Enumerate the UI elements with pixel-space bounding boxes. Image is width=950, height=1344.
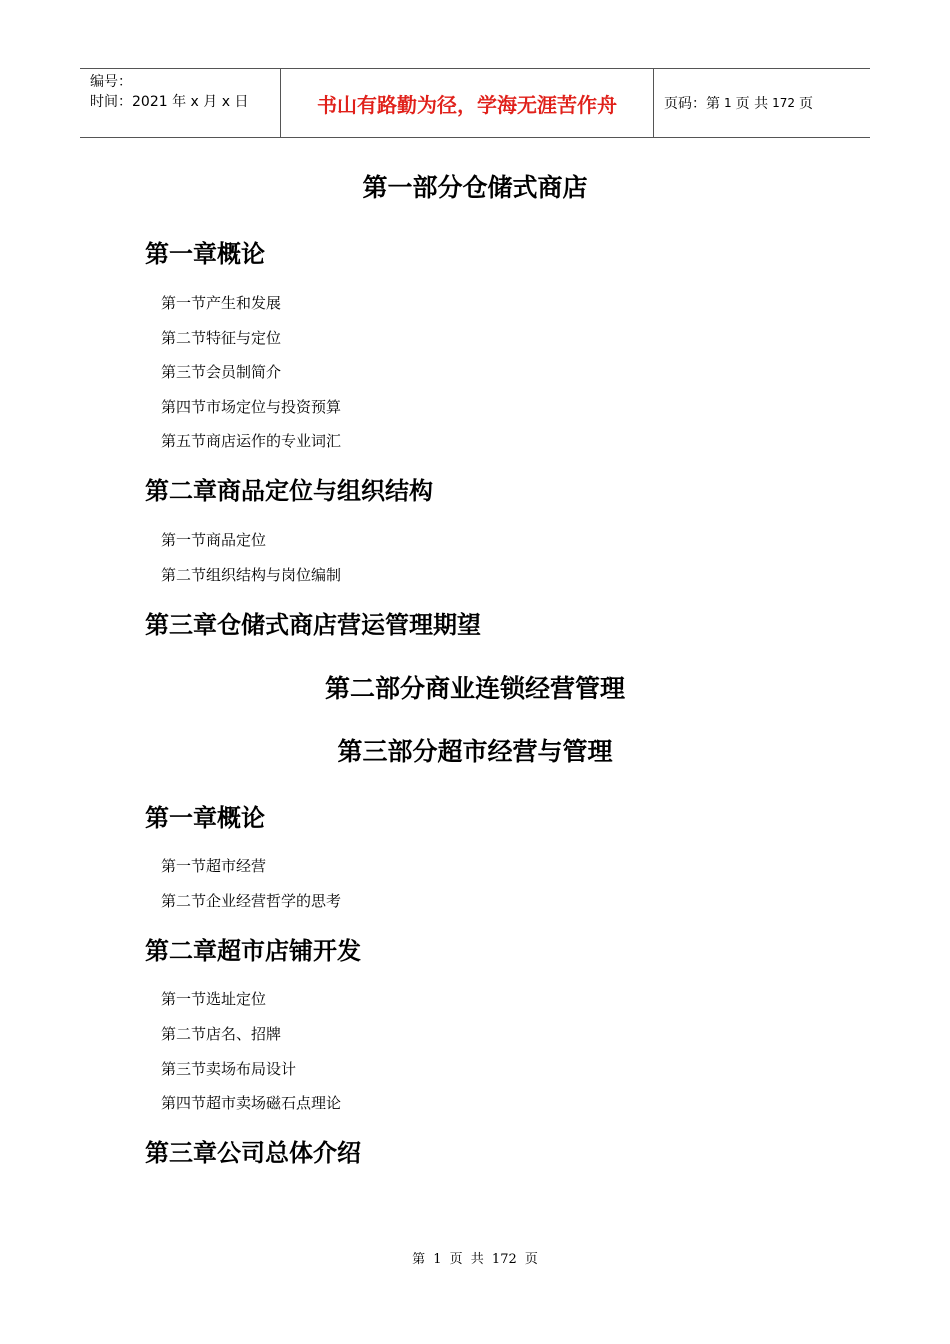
section-item: 第三节会员制简介 [161, 363, 282, 381]
page-prefix: 页码：第 [664, 96, 720, 112]
section-item: 第二节特征与定位 [161, 329, 282, 347]
chapter-title: 第一章概论 [145, 803, 265, 832]
header-motto: 书山有路勤为径，学海无涯苦作舟 [281, 69, 654, 137]
header-page-info [654, 69, 870, 137]
chapter-title: 第一章概论 [145, 239, 265, 268]
page-current: 1 [724, 96, 732, 110]
section-item: 第二节组织结构与岗位编制 [161, 566, 342, 584]
page-header [80, 68, 870, 138]
document-number-label: 编号： [90, 74, 132, 90]
section-item: 第五节商店运作的专业词汇 [161, 432, 342, 450]
part-title-3: 第三部分超市经营与管理 [337, 737, 613, 766]
header-meta [80, 69, 281, 137]
section-item: 第一节超市经营 [161, 857, 267, 875]
chapter-title: 第三章公司总体介绍 [145, 1138, 361, 1167]
page-total: 172 [772, 96, 795, 110]
section-item: 第一节产生和发展 [161, 294, 282, 312]
section-item: 第二节店名、招牌 [161, 1025, 282, 1043]
part-title-1: 第一部分仓储式商店 [362, 173, 588, 202]
section-item: 第四节超市卖场磁石点理论 [161, 1094, 342, 1112]
page-suffix: 页 [799, 96, 813, 112]
chapter-title: 第二章超市店铺开发 [145, 936, 361, 965]
page-mid: 页 共 [735, 96, 769, 112]
part-title-2: 第二部分商业连锁经营管理 [324, 674, 625, 703]
chapter-title: 第三章仓储式商店营运管理期望 [145, 610, 481, 639]
page-footer: 第 1 页 共 172 页 [412, 1252, 538, 1267]
section-item: 第二节企业经营哲学的思考 [161, 892, 342, 910]
section-item: 第四节市场定位与投资预算 [161, 398, 342, 416]
chapter-title: 第二章商品定位与组织结构 [145, 476, 433, 505]
section-item: 第一节商品定位 [161, 531, 267, 549]
section-item: 第三节卖场布局设计 [161, 1060, 297, 1078]
section-item: 第一节选址定位 [161, 990, 267, 1008]
document-date: 时间：2021 年 x 月 x 日 [90, 94, 249, 110]
